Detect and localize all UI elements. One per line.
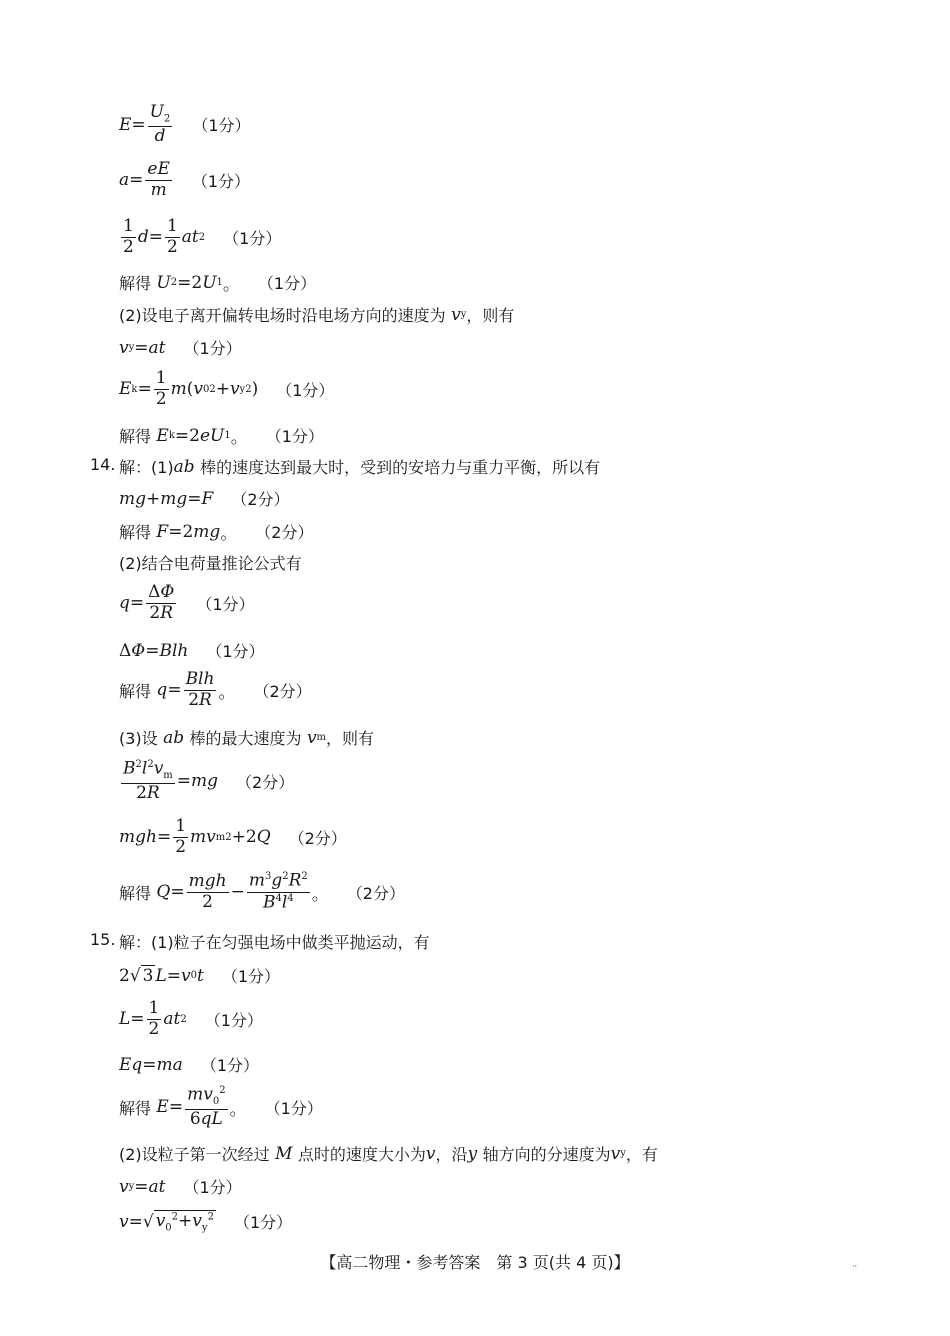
eq-newton: Eq = ma （1分） xyxy=(119,1054,259,1075)
eq-acceleration: a = $\frac{eE}{m}$ （1分） xyxy=(119,159,251,200)
q14-intro: 解：(1) ab 棒的速度达到最大时，受到的安培力与重力平衡，所以有 xyxy=(119,456,601,477)
eq-result-heat: 解得 Q = $\frac{\text{mgh}}{2}$ − $\frac{m^3g^2R^2}{B^4l^4}$ 。 （2分） xyxy=(119,870,405,913)
text-part2: (2)设电子离开偏转电场时沿电场方向的速度为 v y ，则有 xyxy=(119,304,515,325)
eq-force-balance: mg + mg = F （2分） xyxy=(119,488,290,509)
text-q14-part3: (3)设 ab 棒的最大速度为 v m ，则有 xyxy=(119,727,375,748)
eq-ek: E k = $\frac{1}{2}$ m ( v 0 2 + v y 2 ) （1分） xyxy=(119,368,335,409)
eq-energy: mgh = $\frac{1}{2}$ mv m 2 +2 Q （2分） xyxy=(119,816,347,857)
eq-result-ek: 解得 E k =2 eU 1 。 （1分） xyxy=(119,425,324,448)
text-q14-part2: (2)结合电荷量推论公式有 xyxy=(119,554,302,573)
question-number-15: 15. xyxy=(90,930,116,949)
page-footer: 【高二物理・参考答案 第 3 页(共 4 页)】 xyxy=(320,1253,630,1272)
eq-result-f: 解得 F =2 mg 。 （2分） xyxy=(119,521,314,544)
eq-result-q: 解得 q = $\frac{\text{Blh}}{2R}$ 。 （2分） xyxy=(119,669,312,710)
eq-horizontal: 2√ 3 L = v 0 t （1分） xyxy=(119,965,281,986)
question-number-14: 14. xyxy=(90,455,116,474)
q15-intro: 解：(1)粒子在匀强电场中做类平抛运动，有 xyxy=(119,933,430,952)
eq-speed: v =√ $v_0^2+v_y^2$ （1分） xyxy=(119,1211,293,1234)
eq-vy: v y = at （1分） xyxy=(119,337,242,358)
eq-vertical: L = $\frac{1}{2}$ at 2 （1分） xyxy=(119,998,263,1039)
eq-displacement: $\frac{1}{2}$ d = $\frac{1}{2}$ at 2 （1分） xyxy=(123,216,282,257)
eq-result-e: 解得 E = $\frac{mv_0^2}{6qL}$ 。 （1分） xyxy=(119,1084,323,1129)
eq-vy-2: v y = at （1分） xyxy=(119,1176,242,1197)
corner-mark: ·· xyxy=(852,1262,858,1271)
eq-max-speed: $\frac{B^2l^2v_m}{2R}$ = mg （2分） xyxy=(123,758,295,803)
eq-charge: q = $\frac{\Delta\Phi}{2R}$ （1分） xyxy=(119,582,255,623)
eq-flux: Δ Φ = Blh （1分） xyxy=(119,640,265,661)
eq-e-field: E = $\frac{U_2}{d}$ （1分） xyxy=(119,102,251,146)
text-q15-part2: (2)设粒子第一次经过 M 点时的速度大小为 v ，沿 y 轴方向的分速度为 v y ，有 xyxy=(119,1143,658,1164)
eq-result-u2: 解得 U 2 =2 U 1 。 （1分） xyxy=(119,272,317,295)
